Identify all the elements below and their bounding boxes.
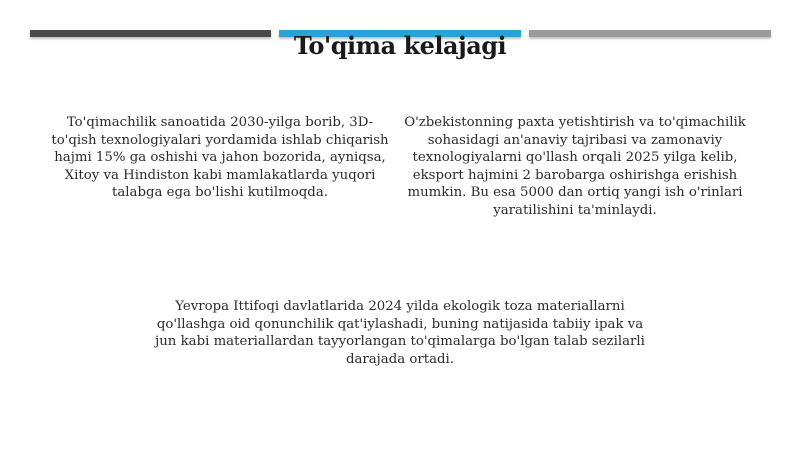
slide-title: To'qima kelajagi [293, 31, 507, 60]
text-block-right: O'zbekistonning paxta yetishtirish va to'qimachilik sohasidagi an'anaviy tajribasi va zamonaviy texnologiyalarni qo'llash orqali 2025 yilga kelib, eksport hajmini 2 barobarga oshirishga erishish mumkin. Bu esa 5000 dan ortiq yangi ish o'rinlari yaratilishini ta'minlaydi. [404, 115, 746, 218]
text-block-bottom: Yevropa Ittifoqi davlatlarida 2024 yilda ekologik toza materiallarni qo'llashga oid qonunchilik qat'iylashadi, buning natijasida tabiiy ipak va jun kabi materiallardan tayyorlangan to'qimalarga bo'lgan talab sezilarli darajada ortadi. [155, 299, 645, 367]
text-block-left: To'qimachilik sanoatida 2030-yilga borib, 3D-to'qish texnologiyalari yordamida ishlab chiqarish hajmi 15% ga oshishi va jahon bozorida, ayniqsa, Xitoy va Hindiston kabi mamlakatlarda yuqori talabga ega bo'lishi kutilmoqda. [51, 115, 389, 200]
